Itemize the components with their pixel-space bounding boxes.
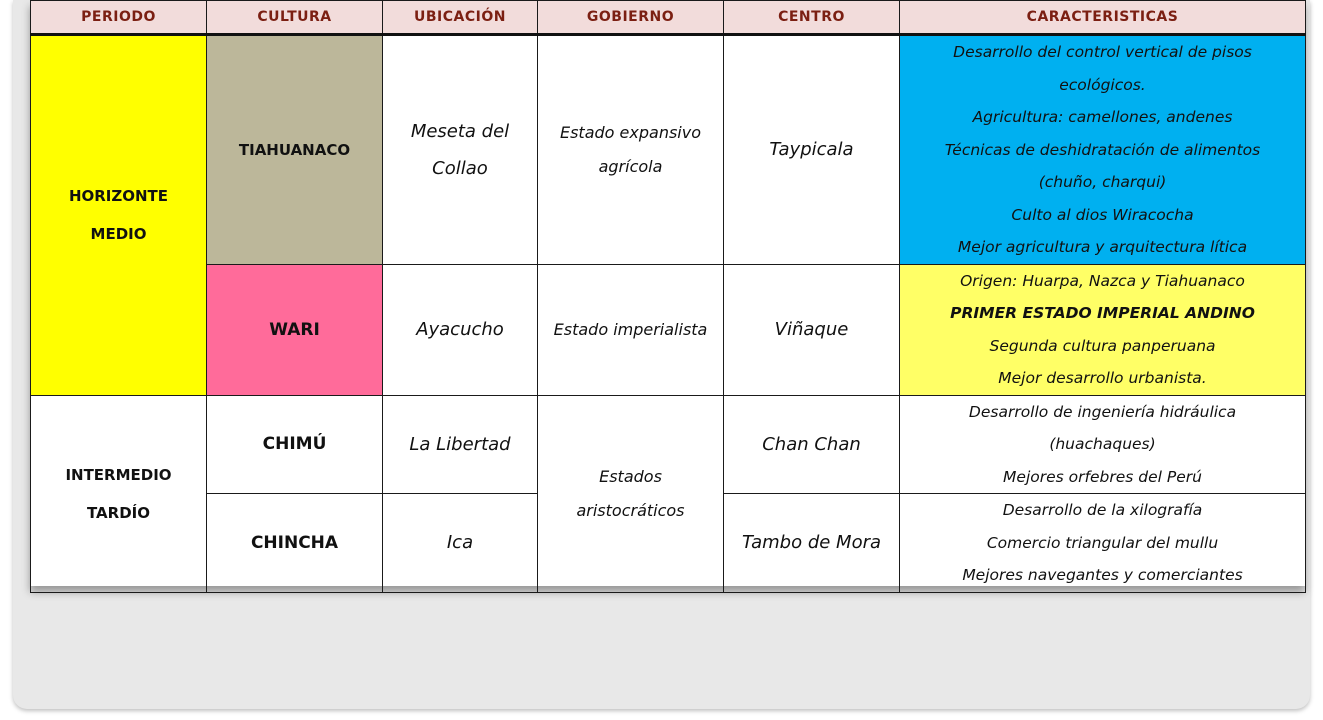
- period-intermedio-tardio: [31, 395, 207, 592]
- gobierno-tiahuanaco: [538, 35, 724, 265]
- header-gobierno: GOBIERNO: [538, 1, 724, 35]
- caracteristicas-tiahuanaco: [900, 35, 1306, 265]
- cultures-table: [30, 0, 1306, 593]
- period-line: MEDIO: [90, 225, 147, 244]
- caracteristica-item: Origen: Huarpa, Nazca y Tiahuanaco: [960, 271, 1245, 290]
- period-line: TARDÍO: [86, 503, 150, 522]
- ubicacion-line: Meseta del: [410, 120, 510, 142]
- caracteristica-item: Mejores orfebres del Perú: [1003, 467, 1202, 486]
- period-line: HORIZONTE: [68, 187, 169, 206]
- caracteristicas-chincha: [900, 494, 1306, 593]
- caracteristica-item: Segunda cultura panperuana: [989, 336, 1216, 355]
- caracteristica-item: Desarrollo del control vertical de pisos: [953, 43, 1252, 61]
- centro-tiahuanaco: Taypicala: [724, 35, 900, 265]
- gobierno-chimu-chincha: [538, 395, 724, 592]
- caracteristica-item: Mejor desarrollo urbanista.: [998, 369, 1207, 387]
- gobierno-line: Estado expansivo: [559, 122, 701, 142]
- ubicacion-chimu: La Libertad: [383, 395, 538, 494]
- caracteristicas-wari: [900, 264, 1306, 395]
- culture-chimu: CHIMÚ: [207, 395, 383, 494]
- header-cultura: CULTURA: [207, 1, 383, 35]
- gobierno-wari: Estado imperialista: [538, 264, 724, 395]
- caracteristica-item-highlight: PRIMER ESTADO IMPERIAL ANDINO: [950, 304, 1255, 322]
- caracteristica-item: (huachaques): [1049, 435, 1156, 453]
- gobierno-line: Estados: [599, 466, 662, 486]
- period-line: INTERMEDIO: [65, 465, 172, 484]
- header-caracteristicas: CARACTERISTICAS: [900, 1, 1306, 35]
- caracteristica-item: ecológicos.: [1059, 75, 1146, 94]
- culture-chincha: CHINCHA: [207, 494, 383, 593]
- caracteristica-item: Mejor agricultura y arquitectura lítica: [957, 238, 1248, 256]
- cultures-table-container: [30, 0, 1305, 586]
- caracteristica-item: (chuño, charqui): [1038, 173, 1167, 191]
- header-row: [31, 1, 1306, 35]
- table-row-wari: [31, 264, 1306, 395]
- centro-chincha: Tambo de Mora: [724, 494, 900, 593]
- caracteristica-item: Mejores navegantes y comerciantes: [962, 566, 1243, 584]
- caracteristica-item: Técnicas de deshidratación de alimentos: [944, 140, 1261, 159]
- ubicacion-chincha: Ica: [383, 494, 538, 593]
- header-periodo: PERIODO: [31, 1, 207, 35]
- header-centro: CENTRO: [724, 1, 900, 35]
- caracteristicas-chimu: [900, 395, 1306, 494]
- caracteristica-item: Comercio triangular del mullu: [986, 533, 1219, 552]
- caracteristica-item: Desarrollo de la xilografía: [1002, 501, 1203, 519]
- centro-wari: Viñaque: [724, 264, 900, 395]
- period-horizonte-medio: [31, 35, 207, 396]
- ubicacion-tiahuanaco: [383, 35, 538, 265]
- table-row-chimu: [31, 395, 1306, 494]
- header-ubicacion: UBICACIÓN: [383, 1, 538, 35]
- culture-tiahuanaco: TIAHUANACO: [207, 35, 383, 265]
- centro-chimu: Chan Chan: [724, 395, 900, 494]
- gobierno-line: aristocráticos: [576, 500, 685, 520]
- culture-wari: WARI: [207, 264, 383, 395]
- ubicacion-wari: Ayacucho: [383, 264, 538, 395]
- caracteristica-item: Culto al dios Wiracocha: [1011, 205, 1194, 224]
- gobierno-line: agrícola: [598, 156, 663, 176]
- caracteristica-item: Desarrollo de ingeniería hidráulica: [968, 402, 1237, 421]
- ubicacion-line: Collao: [432, 157, 488, 179]
- table-row-tiahuanaco: [31, 35, 1306, 265]
- caracteristica-item: Agricultura: camellones, andenes: [972, 108, 1233, 126]
